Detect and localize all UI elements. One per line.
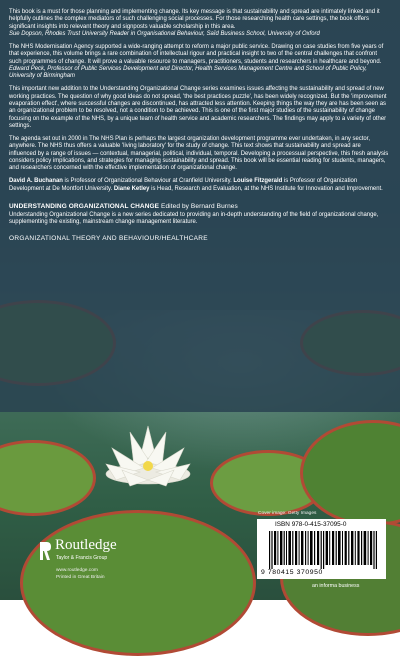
isbn: ISBN 978-0-415-37095-0	[275, 521, 347, 528]
endorsement-1	[9, 9, 389, 38]
printed-note: Printed in Great Britain	[56, 575, 105, 580]
author-name: Louise Fitzgerald	[233, 178, 283, 185]
description-paragraph: The agenda set out in 2000 in The NHS Plan is perhaps the largest organization development programme ever undertaken, in any sector, anywhere. The NHS thus offers a valuable 'living laboratory' for the study of change. This text shows that sustainability and spread are influenced by a range of issues — contextual, managerial, political, individual, temporal. Developing a processual perspective, this fresh analysis considers policy implications, and strategies for managing sustainability and spread. This book will be essential reading for students, managers, and researchers concerned with the effective implementation of organizational change.	[9, 135, 389, 172]
author-bio	[9, 178, 389, 193]
series-description: Understanding Organizational Change is a new series dedicated to providing an in-depth understanding of the field of organizational change, supplementing the existing, mainstream change management literature.	[9, 211, 379, 226]
barcode-number: 9 780415 370950	[261, 569, 323, 576]
author-name: Diane Ketley	[113, 185, 150, 192]
series-heading	[9, 203, 389, 210]
endorsement-attribution: Sue Dopson, Rhodes Trust University Reader in Organisational Behaviour, Saïd Business School, University of Oxford	[9, 31, 320, 38]
endorsement-text: This book is a must for those planning and implementing change. Its key message is that sustainability and spread are intimately linked and it helpfully outlines the complex mediators of such challenging social processes. For those researching health care settings, the book offers significant insights into relevant theory and signposts valuable scholarship in this area.	[9, 9, 380, 30]
author-text: is Professor of Organizational Behaviour at Cranfield University.	[62, 178, 234, 185]
publisher-url: www.routledge.com	[56, 568, 98, 573]
author-name: David A. Buchanan	[9, 178, 63, 185]
routledge-logo-icon	[38, 540, 52, 562]
series-editor: Edited by Bernard Burnes	[159, 202, 238, 210]
back-cover-text	[9, 9, 389, 242]
publisher-name: Routledge	[55, 537, 117, 553]
endorsement-text: The NHS Modernisation Agency supported a wide-ranging attempt to reform a major public service. Drawing on case studies from five years of that experience, this volume brings a rare combination of intellectual rigour and practical insight to two of the central challenges that confront such programmes of change. It will prove a valuable resource to managers, practitioners, students and researchers in healthcare and beyond.	[9, 43, 384, 65]
description-paragraph: This important new addition to the Understanding Organizational Change series examines issues affecting the sustainability and spread of new working practices. The question of why good ideas do not spread, 'the best practices puzzle', has been widely recognized. But the 'improvement evaporation effect', where successful changes are discontinued, has attracted less attention. Keeping things the way they are has been seen as an organizational problem to be resolved, not a condition to be achieved. This is one of the first major studies of the sustainability of change focusing on the example of the NHS, by a unique team of health service and academic researchers. The findings may apply to a variety of other settings.	[9, 86, 387, 129]
subject-category: ORGANIZATIONAL THEORY AND BEHAVIOUR/HEALTHCARE	[9, 234, 208, 242]
endorsement-2	[9, 44, 389, 81]
informa-tagline: an informa business	[312, 583, 360, 589]
endorsement-attribution: Edward Peck, Professor of Public Services Development and Director, Health Services Management Centre and School of Public Policy, University of Birmingham	[9, 66, 367, 80]
barcode-box	[257, 519, 386, 579]
barcode	[269, 531, 377, 569]
water-lily-flower	[100, 418, 196, 498]
cover-image-credit: Cover image: Getty Images	[258, 511, 317, 516]
series-title: UNDERSTANDING ORGANIZATIONAL CHANGE	[9, 202, 160, 210]
author-text: is Head, Research and Evaluation, at the NHS Institute for Innovation and Improvement.	[149, 185, 383, 192]
lily-pad	[20, 510, 256, 656]
publisher-group: Taylor & Francis Group	[56, 555, 108, 561]
author-text: is Professor of Organization Development at De Montfort University.	[9, 178, 358, 192]
